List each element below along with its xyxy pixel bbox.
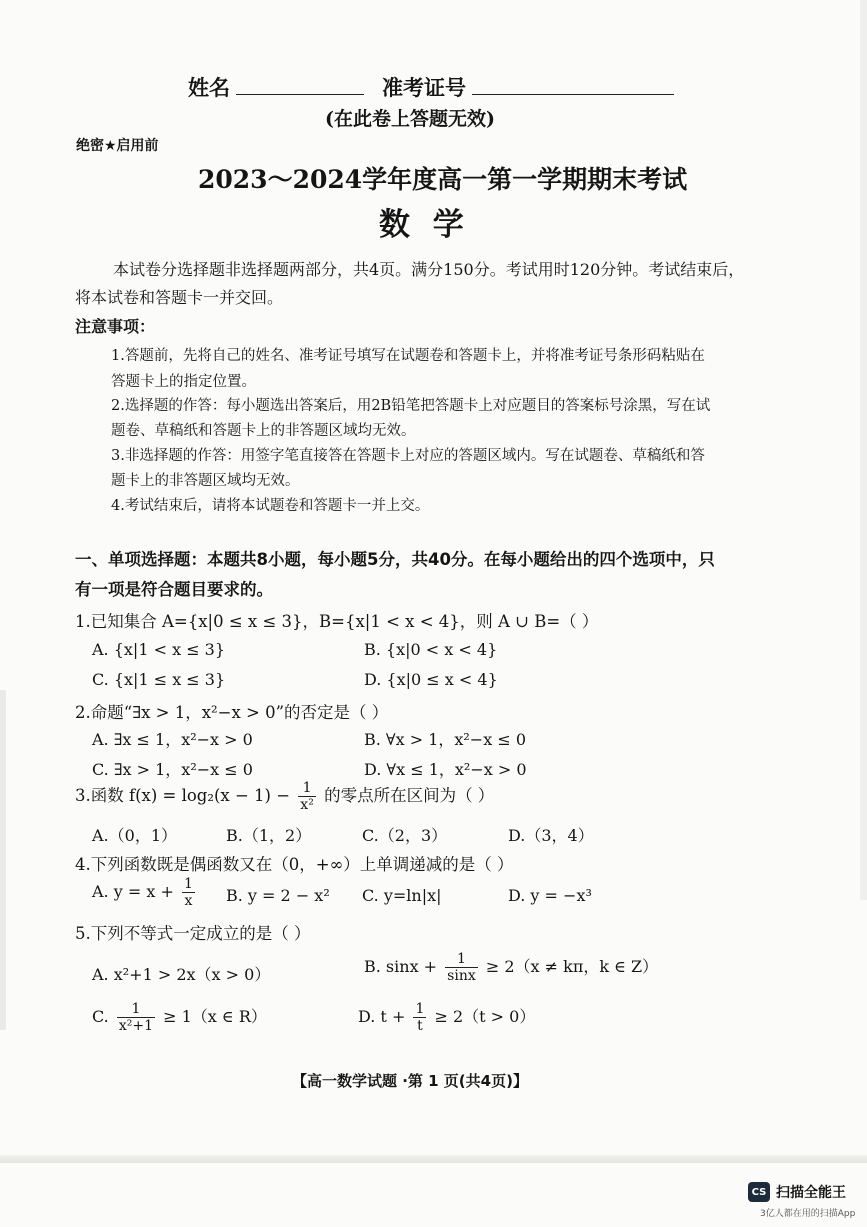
q2-option-b: B. ∀x > 1，x²−x ≤ 0 [364,730,526,749]
note-1b: 答题卡上的指定位置。 [111,374,256,390]
q5-c-den: x²+1 [118,1018,154,1034]
subject-title: 数 学 [379,207,470,243]
q1-option-c: C. {x|1 ≤ x ≤ 3} [92,670,226,689]
q5-option-c [92,1001,267,1034]
q1-option-d: D. {x|0 ≤ x < 4} [364,670,498,689]
intro-line-2: 将本试卷和答题卡一并交回。 [75,288,284,307]
q5-b-pre: B. sinx + [364,957,438,976]
q5-option-b [364,951,658,984]
scan-shadow-left [0,690,6,1030]
name-field [188,72,370,102]
q5-d-post: ≥ 2（t > 0） [434,1007,536,1026]
q4-stem: 4.下列函数既是偶函数又在（0，+∞）上单调递减的是（ ） [75,855,514,874]
q1-option-b: B. {x|0 < x < 4} [364,640,498,659]
q3-frac-den: x² [300,797,314,813]
note-3a: 3.非选择题的作答：用签字笔直接答在答题卡上对应的答题区域内。写在试题卷、草稿纸和答 [111,448,705,464]
scanner-badge [748,1182,846,1202]
q1-option-a: A. {x|1 < x ≤ 3} [92,640,226,659]
q5-stem: 5.下列不等式一定成立的是（ ） [75,924,311,943]
q1-stem: 1.已知集合 A={x|0 ≤ x ≤ 3}，B={x|1 < x < 4}，则 A ∪ B=（ ） [75,612,599,631]
q5-d-num: 1 [415,1001,425,1017]
exam-id-label: 准考证号 [382,75,466,100]
notes-title: 注意事项： [75,317,156,336]
q2-option-d: D. ∀x ≤ 1，x²−x > 0 [364,760,527,779]
intro-line-1: 本试卷分选择题非选择题两部分，共4页。满分150分。考试用时120分钟。考试结束后， [113,260,745,279]
note-2b: 题卷、草稿纸和答题卡上的非答题区域均无效。 [111,423,416,439]
q5-b-fraction [445,951,478,984]
q4-option-b: B. y = 2 − x² [226,886,330,905]
secret-label: 绝密★启用前 [76,138,159,154]
section-1-line-1: 一、单项选择题：本题共8小题，每小题5分，共40分。在每小题给出的四个选项中，只 [75,550,715,569]
q3-stem-pre: 3.函数 f(x) = log₂(x − 1) − [75,786,291,805]
q3-option-a: A.（0，1） [92,826,178,845]
q4-a-fraction [182,876,195,909]
invalid-note: (在此卷上答题无效) [325,108,495,130]
q5-c-pre: C. [92,1007,109,1026]
exam-id-blank [472,76,674,95]
q5-d-den: t [417,1018,423,1034]
q5-c-num: 1 [117,1001,155,1018]
q2-stem: 2.命题“∃x > 1，x²−x > 0”的否定是（ ） [75,703,389,722]
q3-option-c: C.（2，3） [362,826,448,845]
q5-b-num: 1 [445,951,478,968]
note-4: 4.考试结束后，请将本试题卷和答题卡一并上交。 [111,498,430,514]
q4-a-pre: A. y = x + [92,882,174,901]
scanner-app-name: 扫描全能王 [776,1185,846,1201]
name-label: 姓名 [188,75,230,100]
q2-option-c: C. ∃x > 1，x²−x ≤ 0 [92,760,253,779]
scan-edge [0,1155,867,1163]
name-blank [236,76,364,95]
section-1-line-2: 有一项是符合题目要求的。 [75,580,273,599]
q5-option-d [358,1001,535,1034]
q4-option-c: C. y=ln|x| [362,886,442,905]
q5-c-post: ≥ 1（x ∈ R） [163,1007,267,1026]
q4-option-a [92,876,198,909]
q5-option-a: A. x²+1 > 2x（x > 0） [92,965,271,984]
note-1a: 1.答题前，先将自己的姓名、准考证号填写在试题卷和答题卡上，并将准考证号条形码粘贴在 [111,348,705,364]
q3-frac-num: 1 [298,780,316,797]
q3-stem-post: 的零点所在区间为（ ） [324,786,495,805]
page-footer: 【高一数学试题 ·第 1 页(共4页)】 [292,1072,528,1090]
q5-b-post: ≥ 2（x ≠ kπ，k ∈ Z） [485,957,659,976]
q2-option-a: A. ∃x ≤ 1，x²−x > 0 [92,730,253,749]
q4-a-num: 1 [183,876,193,892]
q5-d-fraction [413,1001,426,1034]
scan-shadow-right [860,0,867,900]
note-2a: 2.选择题的作答：每小题选出答案后，用2B铅笔把答题卡上对应题目的答案标号涂黑，写在试 [111,398,711,414]
q3-option-d: D.（3，4） [508,826,594,845]
q3-option-b: B.（1，2） [226,826,312,845]
exam-title: 2023～2024学年度高一第一学期期末考试 [198,165,688,194]
note-3b: 题卡上的非答题区域均无效。 [111,473,300,489]
scanner-logo-icon: CS [748,1182,770,1202]
exam-id-field [382,72,680,102]
q5-b-den: sinx [447,968,476,984]
q5-c-fraction [117,1001,155,1034]
q4-a-den: x [184,893,193,909]
q4-option-d: D. y = −x³ [508,886,592,905]
q3-fraction [298,780,316,813]
q5-d-pre: D. t + [358,1007,406,1026]
scanner-tagline: 3亿人都在用的扫描App [760,1209,856,1219]
q3-stem [75,780,494,813]
